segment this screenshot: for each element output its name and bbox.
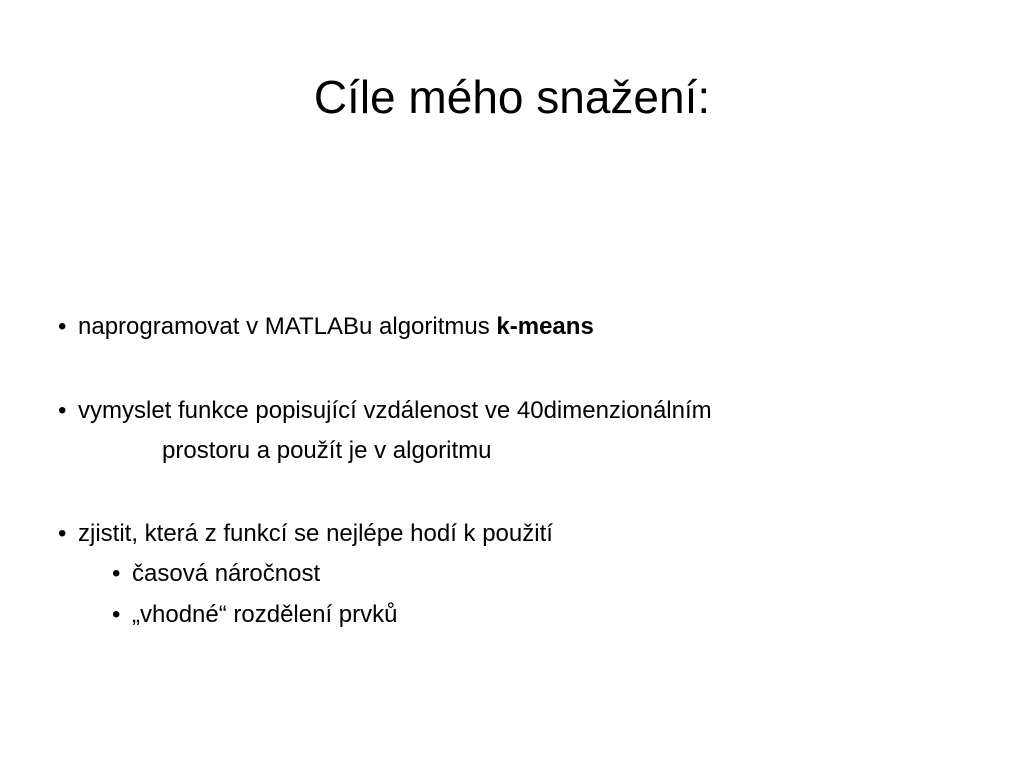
bullet-glyph: •: [58, 520, 67, 547]
sub-bullet-text: „vhodné“ rozdělení prvků: [132, 601, 398, 628]
bullet-glyph: •: [58, 397, 67, 424]
slide-title: Cíle mého snažení:: [313, 71, 711, 123]
bullet-item: [58, 519, 553, 549]
bullet-continuation: prostoru a použít je v algoritmu: [162, 437, 492, 464]
bullet-text: zjistit, která z funkcí se nejlépe hodí k použití: [78, 520, 553, 547]
sub-bullet-item: [112, 559, 320, 589]
bullet-text: vymyslet funkce popisující vzdálenost ve 40dimenzionálním: [78, 397, 712, 424]
bullet-item: [58, 312, 594, 342]
bullet-glyph: •: [112, 560, 121, 587]
bullet-keyword: k-means: [496, 313, 594, 340]
sub-bullet-text: časová náročnost: [132, 560, 321, 587]
bullet-glyph: •: [58, 313, 67, 340]
bullet-glyph: •: [112, 601, 121, 628]
bullet-text: naprogramovat v MATLABu algoritmus: [78, 313, 497, 340]
bullet-item: [58, 396, 712, 426]
sub-bullet-item: [112, 600, 397, 630]
